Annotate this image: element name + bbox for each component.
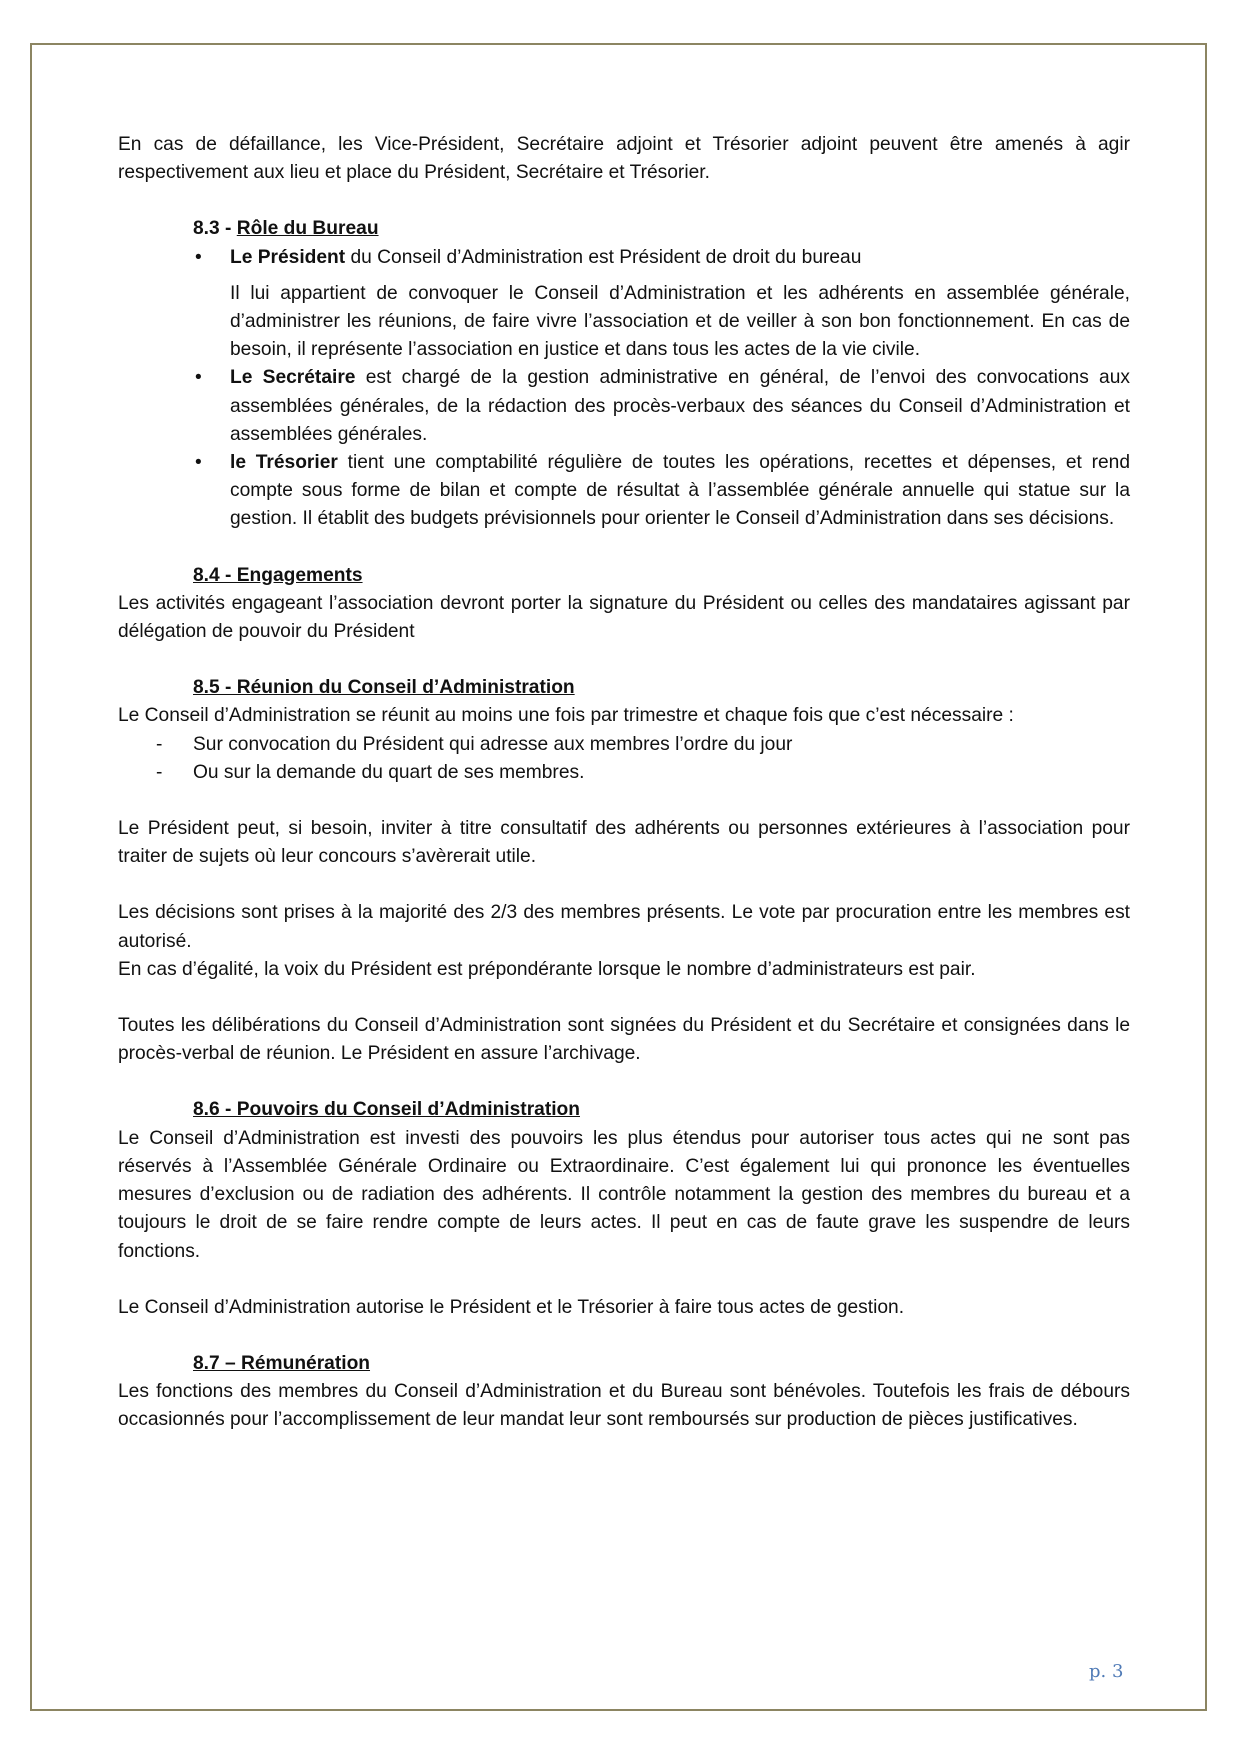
role-president-text: du Conseil d’Administration est Président de droit du bureau: [345, 246, 862, 268]
section-8-3-number: 8.3: [193, 218, 220, 240]
document-body: [118, 131, 1130, 1435]
role-tresorier-label: le Trésorier: [230, 452, 338, 474]
list-item: [118, 364, 1130, 449]
convocation-list: [118, 731, 1130, 787]
section-8-5-heading: [193, 674, 1130, 702]
role-secretaire-label: Le Secrétaire: [230, 367, 356, 389]
section-8-5-title: 8.5 - Réunion du Conseil d’Administration: [193, 677, 575, 699]
role-president-detail: Il lui appartient de convoquer le Conseil d’Administration et les adhérents en assemblée générale, d’administrer les réunions, de faire vivre l’association et de veiller à son bon fonctionnement. En cas de besoin, il représente l’association en justice et dans tous les actes de la vie civile.: [230, 282, 1130, 361]
list-item-text: Ou sur la demande du quart de ses membres.: [193, 761, 585, 783]
section-8-7-title: 8.7 – Rémunération: [193, 1352, 371, 1374]
dash-icon: -: [156, 761, 163, 783]
list-item-text: Sur convocation du Président qui adresse aux membres l’ordre du jour: [193, 733, 793, 755]
dash-icon: -: [156, 733, 163, 755]
intro-paragraph: En cas de défaillance, les Vice-Président, Secrétaire adjoint et Trésorier adjoint peuvent être amenés à agir respectivement aux lieu et place du Président, Secrétaire et Trésorier.: [118, 134, 1130, 184]
role-president-label: Le Président: [230, 246, 346, 268]
section-8-3-title: Rôle du Bureau: [236, 218, 379, 240]
role-tresorier-text: tient une comptabilité régulière de toutes les opérations, recettes et dépenses, et rend compte sous forme de bilan et compte de résultat à l’assemblée générale annuelle qui statue sur la gestion. Il établit des budgets prévisionnels pour orienter le Conseil d’Administration dans ses décisions.: [230, 452, 1131, 530]
section-8-6-paragraph-2: Le Conseil d’Administration autorise le Président et le Trésorier à faire tous actes de gestion.: [118, 1296, 905, 1318]
page-number: p. 3: [1089, 1661, 1124, 1682]
section-8-3-separator: -: [219, 218, 237, 240]
section-8-7-body: Les fonctions des membres du Conseil d’Administration et du Bureau sont bénévoles. Toutefois les frais de débours occasionnés pour l’accomplissement de leur mandat leur sont remboursés sur production de pièces justificatives.: [118, 1381, 1130, 1431]
section-8-3-heading: [193, 215, 1130, 243]
section-8-6-heading: [193, 1096, 1130, 1124]
list-item: [118, 449, 1130, 534]
bullet-icon: •: [195, 452, 202, 474]
role-secretaire-text: est chargé de la gestion administrative en général, de l’envoi des convocations aux assemblées générales, de la rédaction des procès-verbaux des séances du Conseil d’Administration et assemblées générales.: [230, 367, 1130, 445]
list-item: [118, 244, 1130, 365]
list-item: [118, 731, 1130, 759]
section-8-5-intro: Le Conseil d’Administration se réunit au moins une fois par trimestre et chaque fois que c’est nécessaire :: [118, 705, 1014, 727]
section-8-6-title: 8.6 - Pouvoirs du Conseil d’Administration: [193, 1099, 580, 1121]
section-8-5-paragraph-3: Toutes les délibérations du Conseil d’Administration sont signées du Président et du Secrétaire et consignées dans le procès-verbal de réunion. Le Président en assure l’archivage.: [118, 1015, 1130, 1065]
list-item: [118, 759, 1130, 787]
bullet-icon: •: [195, 246, 202, 268]
section-8-5-paragraph-1: Le Président peut, si besoin, inviter à titre consultatif des adhérents ou personnes extérieures à l’association pour traiter de sujets où leur concours s’avèrerait utile.: [118, 818, 1130, 868]
section-8-4-body: Les activités engageant l’association devront porter la signature du Président ou celles des mandataires agissant par délégation de pouvoir du Président: [118, 592, 1130, 643]
bureau-roles-list: [118, 244, 1130, 534]
section-8-4-heading: [193, 562, 1130, 590]
section-8-4-title: 8.4 - Engagements: [193, 564, 363, 586]
section-8-7-heading: [193, 1350, 1130, 1378]
section-8-5-paragraph-2b: En cas d’égalité, la voix du Président est prépondérante lorsque le nombre d’administrateurs est pair.: [118, 958, 976, 980]
section-8-5-paragraph-2: Les décisions sont prises à la majorité des 2/3 des membres présents. Le vote par procuration entre les membres est autorisé.: [118, 902, 1130, 952]
bullet-icon: •: [195, 367, 202, 389]
section-8-6-paragraph-1: Le Conseil d’Administration est investi des pouvoirs les plus étendus pour autoriser tous actes qui ne sont pas réservés à l’Assemblée Générale Ordinaire ou Extraordinaire. C’est également lui qui prononce les éventuelles mesures d’exclusion ou de radiation des adhérents. Il contrôle notamment la gestion des membres du bureau et a toujours le droit de se faire rendre compte de leurs actes. Il peut en cas de faute grave les suspendre de leurs fonctions.: [118, 1127, 1130, 1262]
